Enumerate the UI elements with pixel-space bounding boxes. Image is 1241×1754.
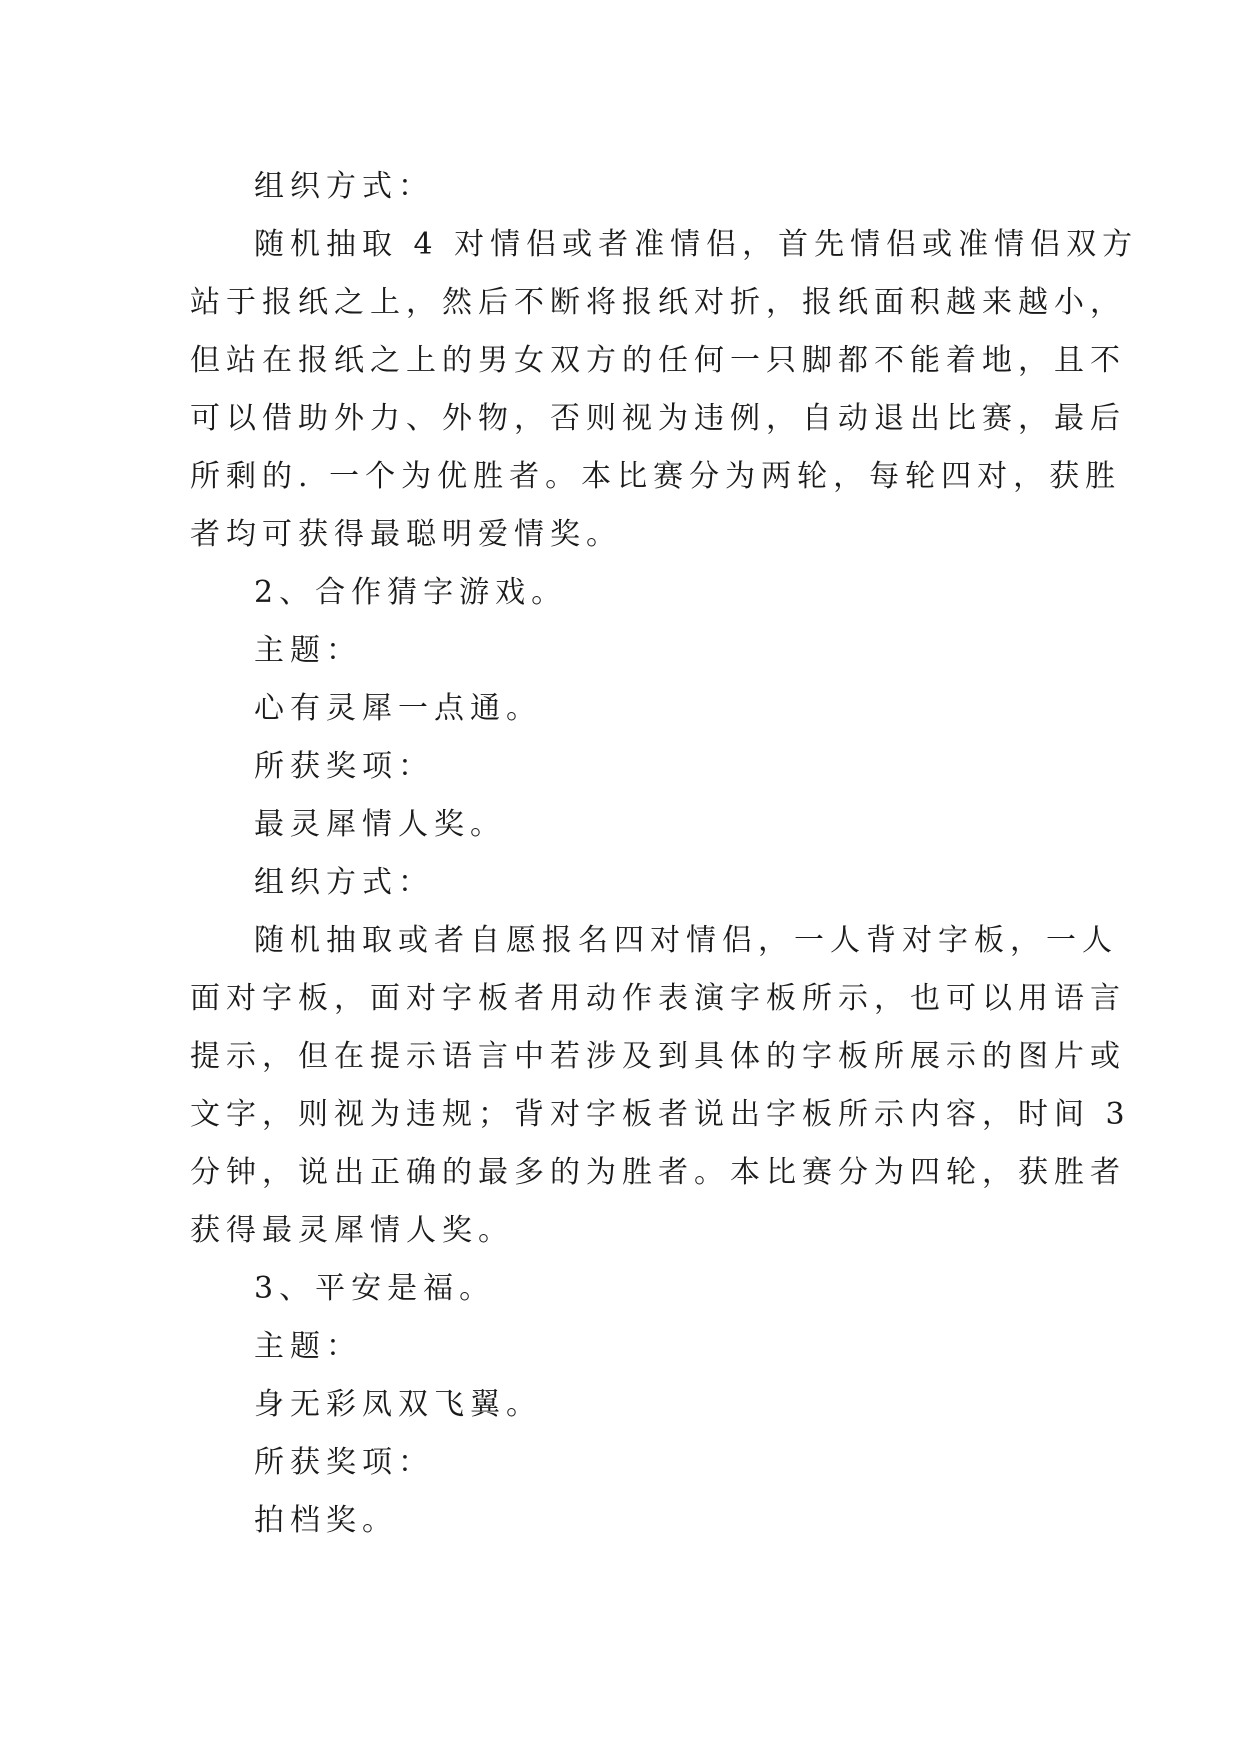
paragraph-line: 站于报纸之上，然后不断将报纸对折，报纸面积越来越小， <box>190 285 1126 320</box>
award-text: 拍档奖。 <box>254 1503 398 1538</box>
section-heading-2: 2、合作猜字游戏。 <box>254 575 568 610</box>
paragraph-line: 文字，则视为违规；背对字板者说出字板所示内容，时间 3 <box>190 1097 1131 1132</box>
paragraph-line: 面对字板，面对字板者用动作表演字板所示，也可以用语言 <box>190 981 1126 1016</box>
section-heading-3: 3、平安是福。 <box>254 1271 496 1306</box>
label-theme: 主题： <box>254 1329 362 1364</box>
paragraph-line: 随机抽取或者自愿报名四对情侣，一人背对字板，一人 <box>254 923 1118 958</box>
paragraph-line: 可以借助外力、外物，否则视为违例，自动退出比赛，最后 <box>190 401 1126 436</box>
heading-organization-method: 组织方式： <box>254 169 434 204</box>
label-award: 所获奖项： <box>254 1445 434 1480</box>
document-body <box>190 158 1139 1550</box>
paragraph-line: 但站在报纸之上的男女双方的任何一只脚都不能着地，且不 <box>190 343 1126 378</box>
label-theme: 主题： <box>254 633 362 668</box>
paragraph-line: 者均可获得最聪明爱情奖。 <box>190 517 622 552</box>
paragraph-line: 获得最灵犀情人奖。 <box>190 1213 514 1248</box>
label-award: 所获奖项： <box>254 749 434 784</box>
theme-text: 心有灵犀一点通。 <box>254 691 542 726</box>
paragraph-line: 分钟，说出正确的最多的为胜者。本比赛分为四轮，获胜者 <box>190 1155 1126 1190</box>
theme-text: 身无彩凤双飞翼。 <box>254 1387 542 1422</box>
paragraph-line: 提示，但在提示语言中若涉及到具体的字板所展示的图片或 <box>190 1039 1126 1074</box>
paragraph-line: 所剩的. 一个为优胜者。本比赛分为两轮，每轮四对，获胜 <box>190 459 1122 494</box>
paragraph-line: 随机抽取 4 对情侣或者准情侣，首先情侣或准情侣双方 <box>254 227 1139 262</box>
heading-organization-method: 组织方式： <box>254 865 434 900</box>
award-text: 最灵犀情人奖。 <box>254 807 506 842</box>
